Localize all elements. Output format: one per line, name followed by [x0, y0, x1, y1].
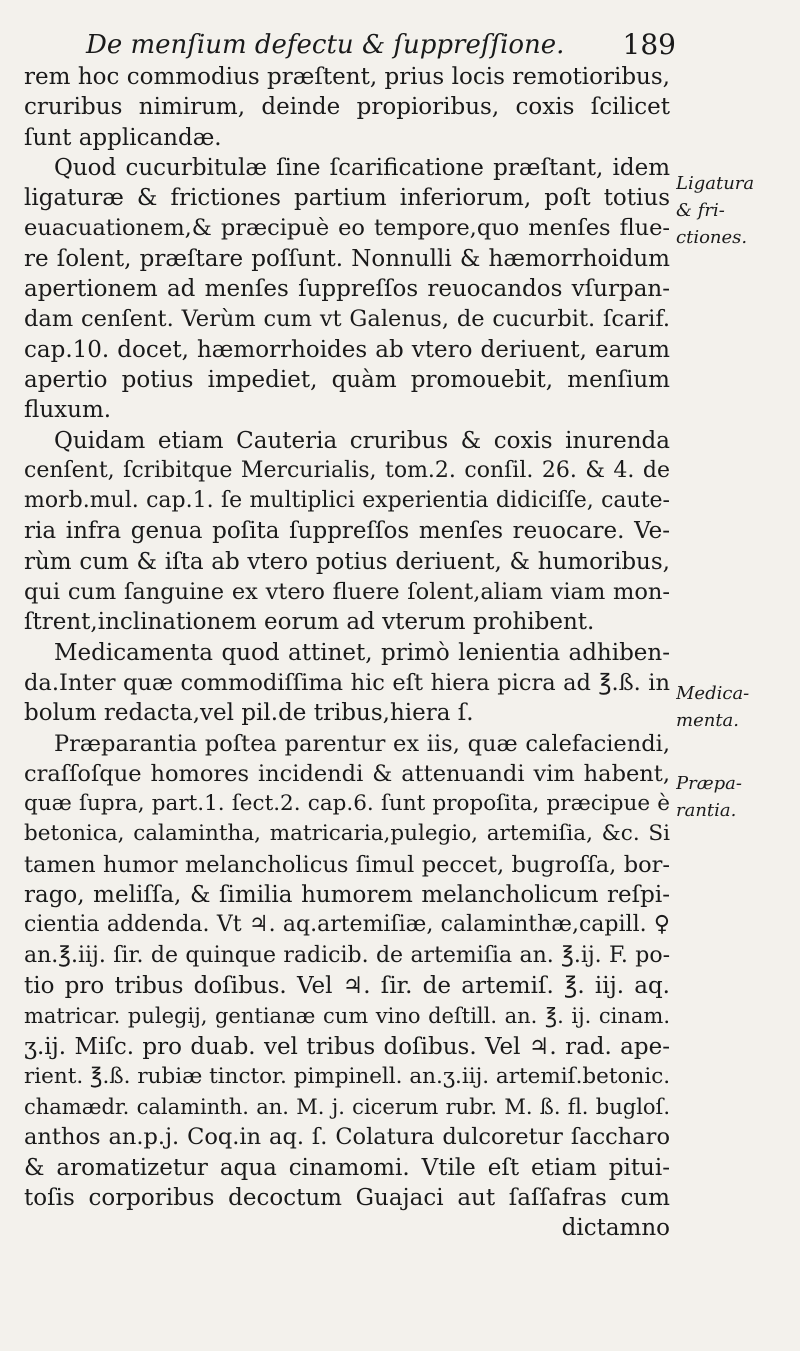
- text-line: anthos an.p.j. Coq.in aq. ſ. Colatura dulcoretur ſaccharo: [24, 1124, 670, 1151]
- margin-note-line: Ligatura: [676, 173, 755, 194]
- text-line: ſunt applicandæ.: [24, 124, 222, 151]
- text-line: rago, meliſſa, & ſimilia humorem melancholicum reſpi-: [24, 882, 670, 909]
- text-line: fluxum.: [24, 397, 112, 424]
- text-line: matricar. pulegij, gentianæ cum vino deſtill. an. ℥. ij. cinam.: [24, 1004, 670, 1029]
- text-line: tio pro tribus doſibus. Vel ♃. ſir. de artemiſ. ℥. iij. aq.: [24, 972, 670, 999]
- text-line: Quidam etiam Cauteria cruribus & coxis inurenda: [54, 427, 670, 454]
- text-line: toſis corporibus decoctum Guajaci aut ſaſſafras cum: [24, 1184, 670, 1211]
- body-text: [24, 62, 670, 1244]
- catchword: dictamno: [561, 1215, 670, 1242]
- text-line: rùm cum & iſta ab vtero potius deriuent, & humoribus,: [24, 548, 670, 575]
- text-line: rem hoc commodius præſtent, prius locis remotioribus,: [24, 64, 670, 90]
- text-line: & aromatizetur aqua cinamomi. Vtile eſt etiam pitui-: [24, 1154, 670, 1181]
- text-line: euacuationem,& præcipuè eo tempore,quo menſes flue-: [24, 215, 670, 242]
- text-line: ſtrent,inclinationem eorum ad vterum prohibent.: [24, 609, 595, 636]
- text-line: apertio potius impediet, quàm promouebit, menſium: [24, 366, 670, 393]
- text-line: bolum redacta,vel pil.de tribus,hiera ſ.: [24, 700, 474, 727]
- text-line: cap.10. docet, hæmorrhoides ab vtero deriuent, earum: [24, 336, 670, 363]
- text-line: quæ ſupra, part.1. ſect.2. cap.6. ſunt propoſita, præcipue è: [24, 791, 670, 817]
- margin-note-line: menta.: [676, 710, 739, 731]
- text-line: morb.mul. cap.1. ſe multiplici experientia didiciſſe, caute-: [24, 488, 670, 514]
- margin-note-medicamenta: [676, 680, 798, 734]
- text-line: craſſoſque homores incidendi & attenuandi vim habent,: [24, 760, 670, 787]
- text-line: Quod cucurbitulæ ſine ſcarificatione præſtant, idem: [54, 154, 670, 181]
- text-line: betonica, calamintha, matricaria,pulegio, artemiſia, &c. Si: [24, 821, 670, 847]
- text-line: ʒ.ij. Miſc. pro duab. vel tribus doſibus. Vel ♃. rad. ape-: [24, 1033, 670, 1060]
- text-line: apertionem ad menſes ſuppreſſos reuocandos vſurpan-: [24, 276, 670, 303]
- margin-note-line: & fri-: [676, 200, 725, 221]
- text-line: re ſolent, præſtare poſſunt. Nonnulli & hæmorrhoidum: [24, 245, 670, 272]
- margin-note-ligaturae: [676, 170, 798, 251]
- text-line: an.℥.iij. ſir. de quinque radicib. de artemiſia an. ℥.ij. F. po-: [24, 942, 670, 968]
- text-line: Præparantia poſtea parentur ex iis, quæ calefaciendi,: [54, 730, 670, 757]
- running-title: De menſium defectu & ſuppreſſione.: [86, 30, 565, 60]
- margin-note-line: Medica-: [676, 683, 750, 704]
- text-line: Medicamenta quod attinet, primò lenientia adhiben-: [54, 639, 670, 666]
- margin-note-line: ctiones.: [676, 227, 748, 248]
- text-line: cientia addenda. Vt ♃. aq.artemiſiæ, calaminthæ,capill. ♀: [24, 912, 670, 938]
- page-header: [86, 26, 676, 64]
- text-line: ria infra genua poſita ſuppreſſos menſes reuocare. Ve-: [24, 518, 670, 545]
- page-number: 189: [622, 28, 676, 61]
- margin-note-line: Præpa-: [676, 773, 742, 794]
- text-line: qui cum ſanguine ex vtero fluere ſolent,aliam viam mon-: [24, 579, 670, 606]
- margin-note-line: rantia.: [676, 800, 737, 821]
- text-line: da.Inter quæ commodiſſima hic eſt hiera picra ad ℥.ß. in: [24, 669, 670, 696]
- text-line: chamædr. calaminth. an. M. j. cicerum rubr. M. ß. fl. bugloſ.: [24, 1095, 670, 1120]
- text-line: cenſent, ſcribitque Mercurialis, tom.2. conſil. 26. & 4. de: [24, 457, 670, 483]
- text-line: cruribus nimirum, deinde propioribus, coxis ſcilicet: [24, 94, 670, 121]
- margin-note-praeparantia: [676, 770, 798, 824]
- text-line: ligaturæ & frictiones partium inferiorum, poſt totius: [24, 185, 670, 212]
- text-line: tamen humor melancholicus ſimul peccet, bugroſſa, bor-: [24, 851, 670, 878]
- text-line: dam cenſent. Verùm cum vt Galenus, de cucurbit. ſcarif.: [24, 306, 670, 333]
- text-line: rient. ℥.ß. rubiæ tinctor. pimpinell. an.ʒ.iij. artemiſ.betonic.: [24, 1063, 670, 1089]
